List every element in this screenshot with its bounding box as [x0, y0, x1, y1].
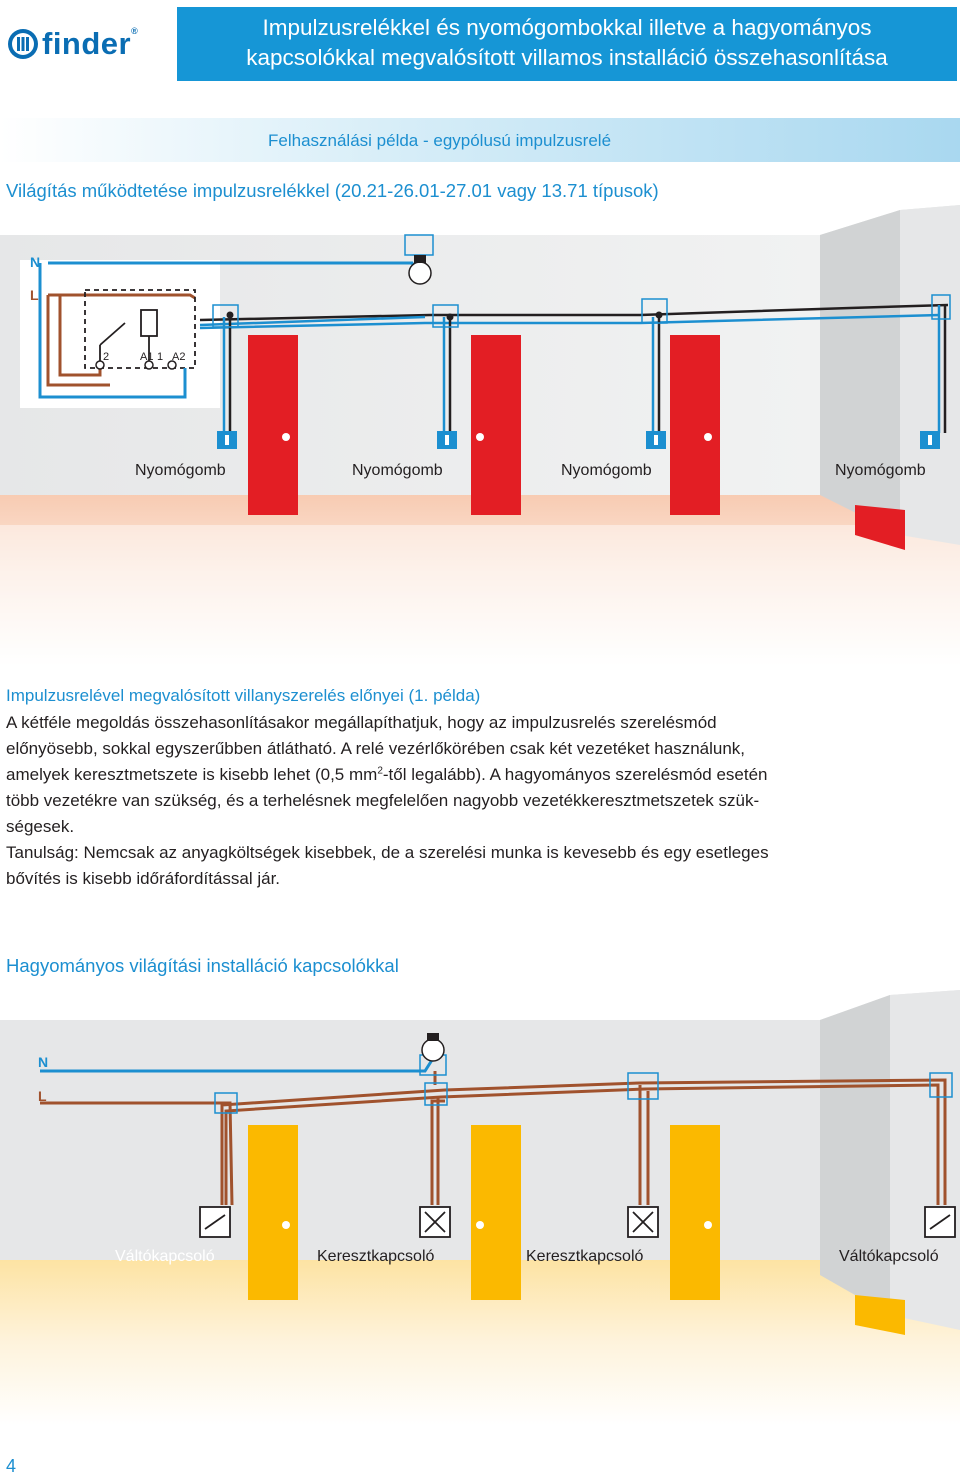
terminal-2: 2: [103, 351, 110, 363]
title-line-1: Impulzusrelékkel és nyomógombokkal illetve a hagyományos: [262, 15, 872, 40]
page-number: 4: [6, 1456, 17, 1476]
p1-line-3: amelyek keresztmetszete is kisebb lehet (0,5 $mm^2$-től legalább). A hagyományos szerelésmód esetén: [6, 765, 768, 784]
button-label-4: Nyomógomb: [835, 462, 926, 479]
p1-line-4: több vezetékre van szükség, és a terhelésnek megfelelően nagyobb vezetékkeresztmetszetek szük-: [6, 791, 760, 810]
p1-line-1: A kétféle megoldás összehasonlításakor megállapíthatjuk, hogy az impulzusrelés szerelésmód: [6, 713, 717, 732]
brand-name: finder®: [42, 26, 139, 61]
advantages-title: Impulzusrelével megvalósított villanyszerelés előnyei (1. példa): [6, 686, 481, 705]
switch-label-1: Váltókapcsoló: [115, 1248, 215, 1265]
title-line-2: kapcsolókkal megvalósított villamos installáció összehasonlítása: [246, 45, 888, 70]
terminal-a1: A1: [140, 351, 154, 363]
example-label: Felhasználási példa - egypólusú impulzusrelé: [268, 131, 612, 150]
side-wall: [820, 995, 890, 1315]
p2-line-1: Tanulság: Nemcsak az anyagköltségek kisebbek, de a szerelési munka is kevesebb és egy esetleges: [6, 843, 769, 862]
page-title: [177, 7, 957, 81]
switch-label-3: Keresztkapcsoló: [526, 1248, 644, 1265]
neutral-label: N: [38, 1054, 49, 1070]
button-label-2: Nyomógomb: [352, 462, 443, 479]
p1-line-2: előnyösebb, sokkal egyszerűbben átlátható. A relé vezérlőkörében csak két vezetéket használunk,: [6, 739, 746, 758]
section2-heading: Hagyományos világítási installáció kapcsolókkal: [6, 955, 399, 976]
conventional-switch-diagram: [0, 985, 960, 1425]
live-label: L: [38, 1088, 47, 1104]
p1-line-5: ségesek.: [6, 817, 75, 836]
terminal-1: 1: [157, 351, 164, 363]
section1-heading: Világítás működtetése impulzusrelékkel (20.21-26.01-27.01 vagy 13.71 típusok): [6, 180, 659, 201]
impulse-relay-diagram: [0, 205, 960, 665]
button-label-3: Nyomógomb: [561, 462, 652, 479]
live-label: L: [30, 287, 39, 303]
side-wall: [820, 210, 900, 535]
switch-label-4: Váltókapcsoló: [839, 1248, 939, 1265]
switch-label-2: Keresztkapcsoló: [317, 1248, 435, 1265]
neutral-label: N: [30, 254, 41, 270]
button-label-1: Nyomógomb: [135, 462, 226, 479]
advantages-paragraph-2: [6, 840, 954, 892]
p2-line-2: bővítés is kisebb időráfordítással jár.: [6, 869, 281, 888]
terminal-a2: A2: [172, 351, 186, 363]
advantages-paragraph-1: [6, 710, 954, 840]
